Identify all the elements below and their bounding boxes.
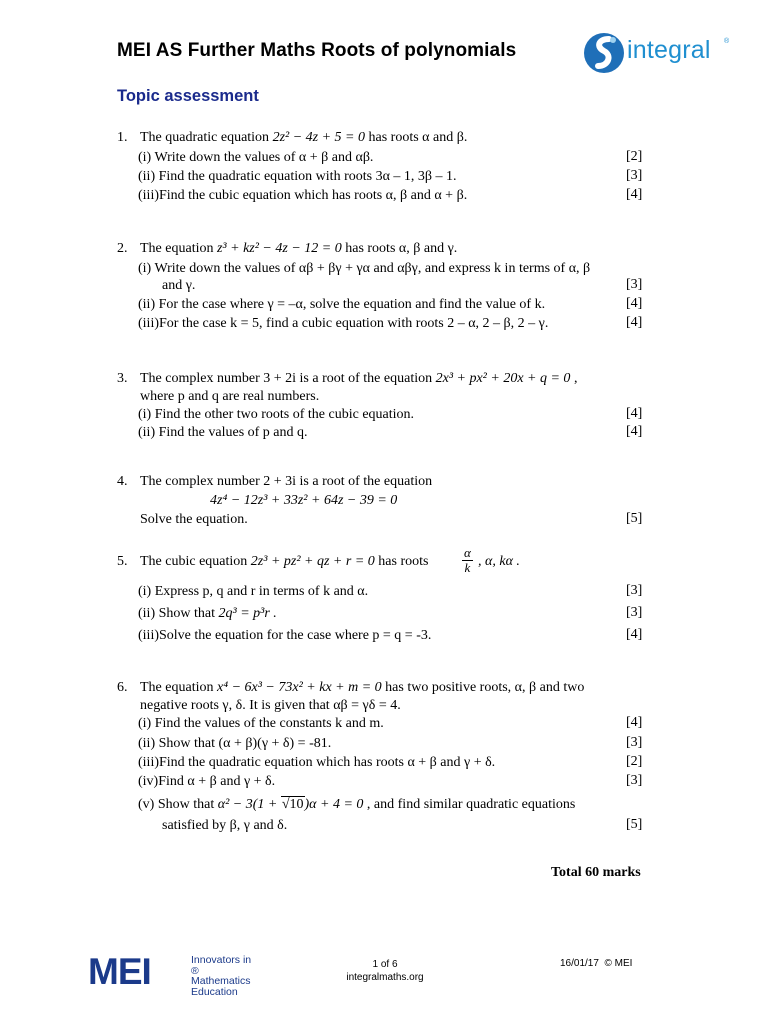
marks: [4] <box>626 424 643 439</box>
part-equation: 2q³ = p³r . <box>218 606 277 621</box>
footer-date: 16/01/17 <box>560 958 599 969</box>
footer-right <box>560 958 632 969</box>
question-5-part-i: (i) Express p, q and r in terms of k and α. <box>138 584 369 599</box>
marks: [4] <box>626 406 643 421</box>
question-2-stem <box>140 240 457 258</box>
question-5-part-ii <box>138 605 277 623</box>
question-6-part-v <box>138 796 575 814</box>
question-3-number: 3. <box>117 371 128 386</box>
stem-text: has roots α and β. <box>365 130 468 145</box>
question-1-number: 1. <box>117 130 128 145</box>
question-6-stem <box>140 679 584 697</box>
marks: [3] <box>626 168 643 183</box>
page-number: 1 of 6 <box>372 959 398 970</box>
question-6-part-v-cont: satisfied by β, γ and δ. <box>162 818 288 833</box>
integral-logo <box>583 30 733 76</box>
question-1-part-ii: (ii) Find the quadratic equation with roots 3α – 1, 3β – 1. <box>138 169 457 184</box>
footer-site: integralmaths.org <box>346 972 424 983</box>
question-2-part-i: (i) Write down the values of αβ + βγ + γα and αβγ, and express k in terms of α, β <box>138 261 591 276</box>
marks: [5] <box>626 817 643 832</box>
marks: [3] <box>626 277 643 292</box>
marks: [4] <box>626 315 643 330</box>
question-3-stem-2: where p and q are real numbers. <box>140 389 320 404</box>
total-marks: Total 60 marks <box>551 865 641 880</box>
marks: [3] <box>626 735 643 750</box>
question-2-part-ii: (ii) For the case where γ = –α, solve the equation and find the value of k. <box>138 297 546 312</box>
marks: [2] <box>626 754 643 769</box>
integral-logo-tm: ® <box>724 38 730 45</box>
mei-tagline <box>191 955 258 997</box>
part-text: (v) Show that <box>138 797 218 812</box>
footer-copyright: © MEI <box>604 958 633 969</box>
marks: [2] <box>626 149 643 164</box>
question-6-stem-2: negative roots γ, δ. It is given that αβ = γδ = 4. <box>140 698 401 713</box>
stem-equation: x⁴ − 6x³ − 73x² + kx + m = 0 <box>216 680 382 695</box>
sqrt-term: √10 <box>281 797 304 812</box>
question-3-stem <box>140 370 577 388</box>
mei-logo-letters: MEI <box>88 951 151 992</box>
question-6-part-iv: (iv)Find α + β and γ + δ. <box>138 774 276 789</box>
stem-text: The quadratic equation <box>140 130 273 145</box>
stem-equation: 2x³ + px² + 20x + q = 0 <box>435 371 571 386</box>
marks: [4] <box>626 296 643 311</box>
integral-swirl-icon <box>583 30 625 76</box>
stem-text: has roots α, β and γ. <box>341 241 458 256</box>
marks: [4] <box>626 187 643 202</box>
question-2-number: 2. <box>117 241 128 256</box>
question-6-part-i: (i) Find the values of the constants k and m. <box>138 716 384 731</box>
stem-text: has two positive roots, α, β and two <box>381 680 585 695</box>
part-equation: α² − 3(1 + <box>217 797 281 812</box>
question-6-part-iii: (iii)Find the quadratic equation which has roots α + β and γ + δ. <box>138 755 496 770</box>
question-4-equation: 4z⁴ − 12z³ + 33z² + 64z − 39 = 0 <box>210 493 398 508</box>
fraction-numerator: α <box>464 545 471 560</box>
question-6-part-ii: (ii) Show that (α + β)(γ + δ) = -81. <box>138 736 332 751</box>
question-2-part-iii: (iii)For the case k = 5, find a cubic equation with roots 2 – α, 2 – β, 2 – γ. <box>138 316 549 331</box>
stem-equation: 2z² − 4z + 5 = 0 <box>272 130 365 145</box>
question-4-instruction: Solve the equation. <box>140 512 248 527</box>
question-1-stem <box>140 129 467 147</box>
footer-center <box>300 958 470 984</box>
question-5-part-iii: (iii)Solve the equation for the case where p = q = -3. <box>138 628 432 643</box>
question-3-part-ii: (ii) Find the values of p and q. <box>138 425 308 440</box>
marks: [4] <box>626 627 643 642</box>
question-1-part-i: (i) Write down the values of α + β and αβ. <box>138 150 374 165</box>
stem-equation: z³ + kz² − 4z − 12 = 0 <box>216 241 342 256</box>
marks: [4] <box>626 715 643 730</box>
marks: [5] <box>626 511 643 526</box>
page-title: MEI AS Further Maths Roots of polynomials <box>117 40 517 61</box>
question-3-part-i: (i) Find the other two roots of the cubic equation. <box>138 407 415 422</box>
stem-text: The cubic equation <box>140 554 251 569</box>
stem-text: The equation <box>140 241 217 256</box>
stem-equation: 2z³ + pz² + qz + r = 0 <box>250 554 375 569</box>
mei-tagline-line: Innovators in ® <box>191 954 252 977</box>
part-equation: )α + 4 = 0 <box>304 797 364 812</box>
marks: [3] <box>626 605 643 620</box>
integral-logo-text: integral <box>627 36 711 64</box>
question-6-number: 6. <box>117 680 128 695</box>
question-4-stem: The complex number 2 + 3i is a root of the equation <box>140 474 433 489</box>
part-text: , and find similar quadratic equations <box>363 797 576 812</box>
mei-logo <box>88 951 258 998</box>
fraction-denominator: k <box>464 560 471 575</box>
question-4-number: 4. <box>117 474 128 489</box>
marks: [3] <box>626 773 643 788</box>
question-5-stem <box>140 553 428 571</box>
page-subtitle: Topic assessment <box>117 87 259 105</box>
stem-text: , <box>570 371 578 386</box>
marks: [3] <box>626 583 643 598</box>
stem-text: The complex number 3 + 2i is a root of the equation <box>140 371 436 386</box>
part-text: (ii) Show that <box>138 606 219 621</box>
question-5-number: 5. <box>117 554 128 569</box>
stem-text: The equation <box>140 680 217 695</box>
mei-tagline-line: Mathematics <box>191 975 251 987</box>
mei-tagline-line: Education <box>191 985 238 998</box>
roots-fraction <box>460 546 475 575</box>
question-2-part-i-cont: and γ. <box>162 278 196 293</box>
roots-rest: , α, kα . <box>478 554 520 569</box>
stem-text: has roots <box>374 554 429 569</box>
question-1-part-iii: (iii)Find the cubic equation which has roots α, β and α + β. <box>138 188 468 203</box>
